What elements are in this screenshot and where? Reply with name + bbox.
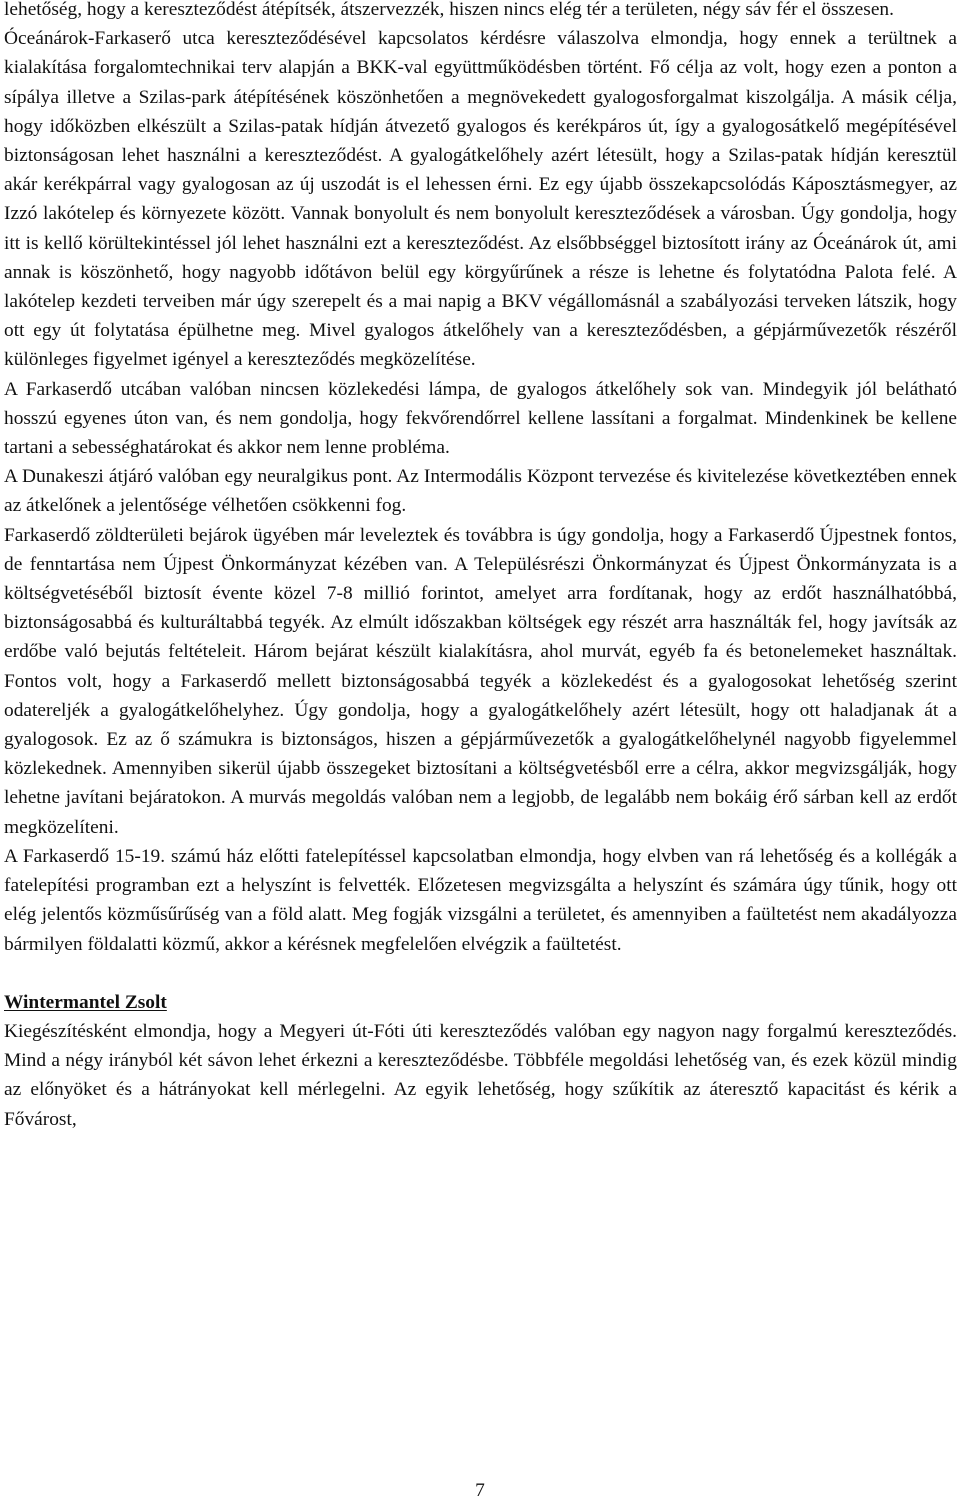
- page-number: 7: [475, 1480, 485, 1501]
- document-body: [4, 0, 957, 1134]
- speaker-heading: Wintermantel Zsolt: [4, 991, 167, 1013]
- paragraph-3: A Farkaserdő utcában valóban nincsen közlekedési lámpa, de gyalogos átkelőhely sok van. Mindegyik jól belátható hosszú egyenes úton van, és nem gondolja, hogy fekvőrendőrrel kellene lassítani a forgalmat. Mindenkinek be kellene tartani a sebességhatárokat és akkor nem lenne probléma.: [4, 378, 957, 459]
- paragraph-1: lehetőség, hogy a kereszteződést átépítsék, átszervezzék, hiszen nincs elég tér a területen, négy sáv fér el összesen.: [4, 0, 894, 20]
- paragraph-5: Farkaserdő zöldterületi bejárok ügyében már leveleztek és továbbra is úgy gondolja, hogy a Farkaserdő Újpestnek fontos, de fenntartása nem Újpest Önkormányzat kézében van. A Településrészi Önkormányzat és Újpest Önkormányzata is a költségvetéséből biztosít évente közel 7-8 millió forintot, amelyet arra fordítanak, hogy az erdőt használhatóbbá, biztonságosabbá és kulturáltabbá tegyék. Az elmúlt időszakban költségek egy részét arra használták fel, hogy javítsák az erdőbe való bejutás feltételeit. Három bejárat készült kialakításra, ahol murvát, egyéb fa és betonelemeket használtak. Fontos volt, hogy a Farkaserdő mellett biztonságosabbá tegyék a közlekedést és a gyalogosokat lehetőség szerint odatereljék a gyalogátkelőhelyhez. Úgy gondolja, hogy a gyalogátkelőhely azért létesült, hogy ott haladjanak át a gyalogosok. Ez az ő számukra is biztonságos, hiszen a gépjárművezetők a gyalogátkelőhelynél nagyobb figyelemmel közlekednek. Amennyiben sikerül újabb összegeket biztosítani a költségvetésből erre a célra, akkor megvizsgálják, hogy lehetne javítani bejáratokon. A murvás megoldás valóban nem a legjobb, de legalább nem bokáig érő sárban kell az erdőt megközelíteni.: [4, 524, 957, 838]
- paragraph-2: Óceánárok-Farkaserő utca kereszteződésével kapcsolatos kérdésre válaszolva elmondja, hogy ennek a terültnek a kialakítása forgalomtechnikai terv alapján a BKK-val együttműködésben történt. Fő célja az volt, hogy ezen a ponton a sípálya illetve a Szilas-park átépítésének köszönhetően a megnövekedett gyalogosforgalmat kiszolgálja. A másik célja, hogy időközben elkészült a Szilas-patak hídján átvezető gyalogos és kerékpáros út, így a gyalogosátkelő megépítésével biztonságosan lehet használni a kereszteződést. A gyalogátkelőhely azért létesült, hogy a Szilas-patak hídján keresztül akár kerékpárral vagy gyalogosan az új uszodát is el lehessen érni. Ez egy újabb összekapcsolódás Káposztásmegyer, az Izzó lakótelep és környezete között. Vannak bonyolult és nem bonyolult kereszteződések a városban. Úgy gondolja, hogy itt is kellő körültekintéssel jól lehet használni ezt a kereszteződést. Az elsőbbséggel biztosított irány az Óceánárok út, ami annak is köszönhető, hogy nagyobb időtávon belül egy körgyűrűnek a része is lehetne és folytatódna Palota felé. A lakótelep kezdeti terveiben már úgy szerepelt és a mai napig a BKV végállomásnál a szabályozási terveken látszik, hogy ott egy út folytatása épülhetne meg. Mivel gyalogos átkelőhely van a kereszteződésben, a gépjárművezetők részéről különleges figyelmet igényel a kereszteződés megközelítése.: [4, 28, 957, 371]
- section-spacer: [4, 959, 957, 988]
- paragraph-6: A Farkaserdő 15-19. számú ház előtti fatelepítéssel kapcsolatban elmondja, hogy elvben van rá lehetőség és a kollégák a fatelepítési programban ezt a helyszínt is felvették. Előzetesen megvizsgálta a helyszínt és számára úgy tűnik, hogy ott elég jelentős közműsűrűség van a föld alatt. Meg fogják vizsgálni a területet, és amennyiben a faültetést nem akadályozza bármilyen földalatti közmű, akkor a kérésnek megfelelően elvégzik a faültetést.: [4, 845, 957, 955]
- paragraph-7: Kiegészítésként elmondja, hogy a Megyeri út-Fóti úti kereszteződés valóban egy nagyon nagy forgalmú kereszteződés. Mind a négy irányból két sávon lehet érkezni a kereszteződésbe. Többféle megoldási lehetőség van, és ezek közül mindig az előnyöket és a hátrányokat kell mérlegelni. Az egyik lehetőség, hogy szűkítik az áteresztő kapacitást és kérik a Fővárost,: [4, 1020, 957, 1130]
- paragraph-4: A Dunakeszi átjáró valóban egy neuralgikus pont. Az Intermodális Központ tervezése és kivitelezése következtében ennek az átkelőnek a jelentősége vélhetően csökkenni fog.: [4, 466, 957, 517]
